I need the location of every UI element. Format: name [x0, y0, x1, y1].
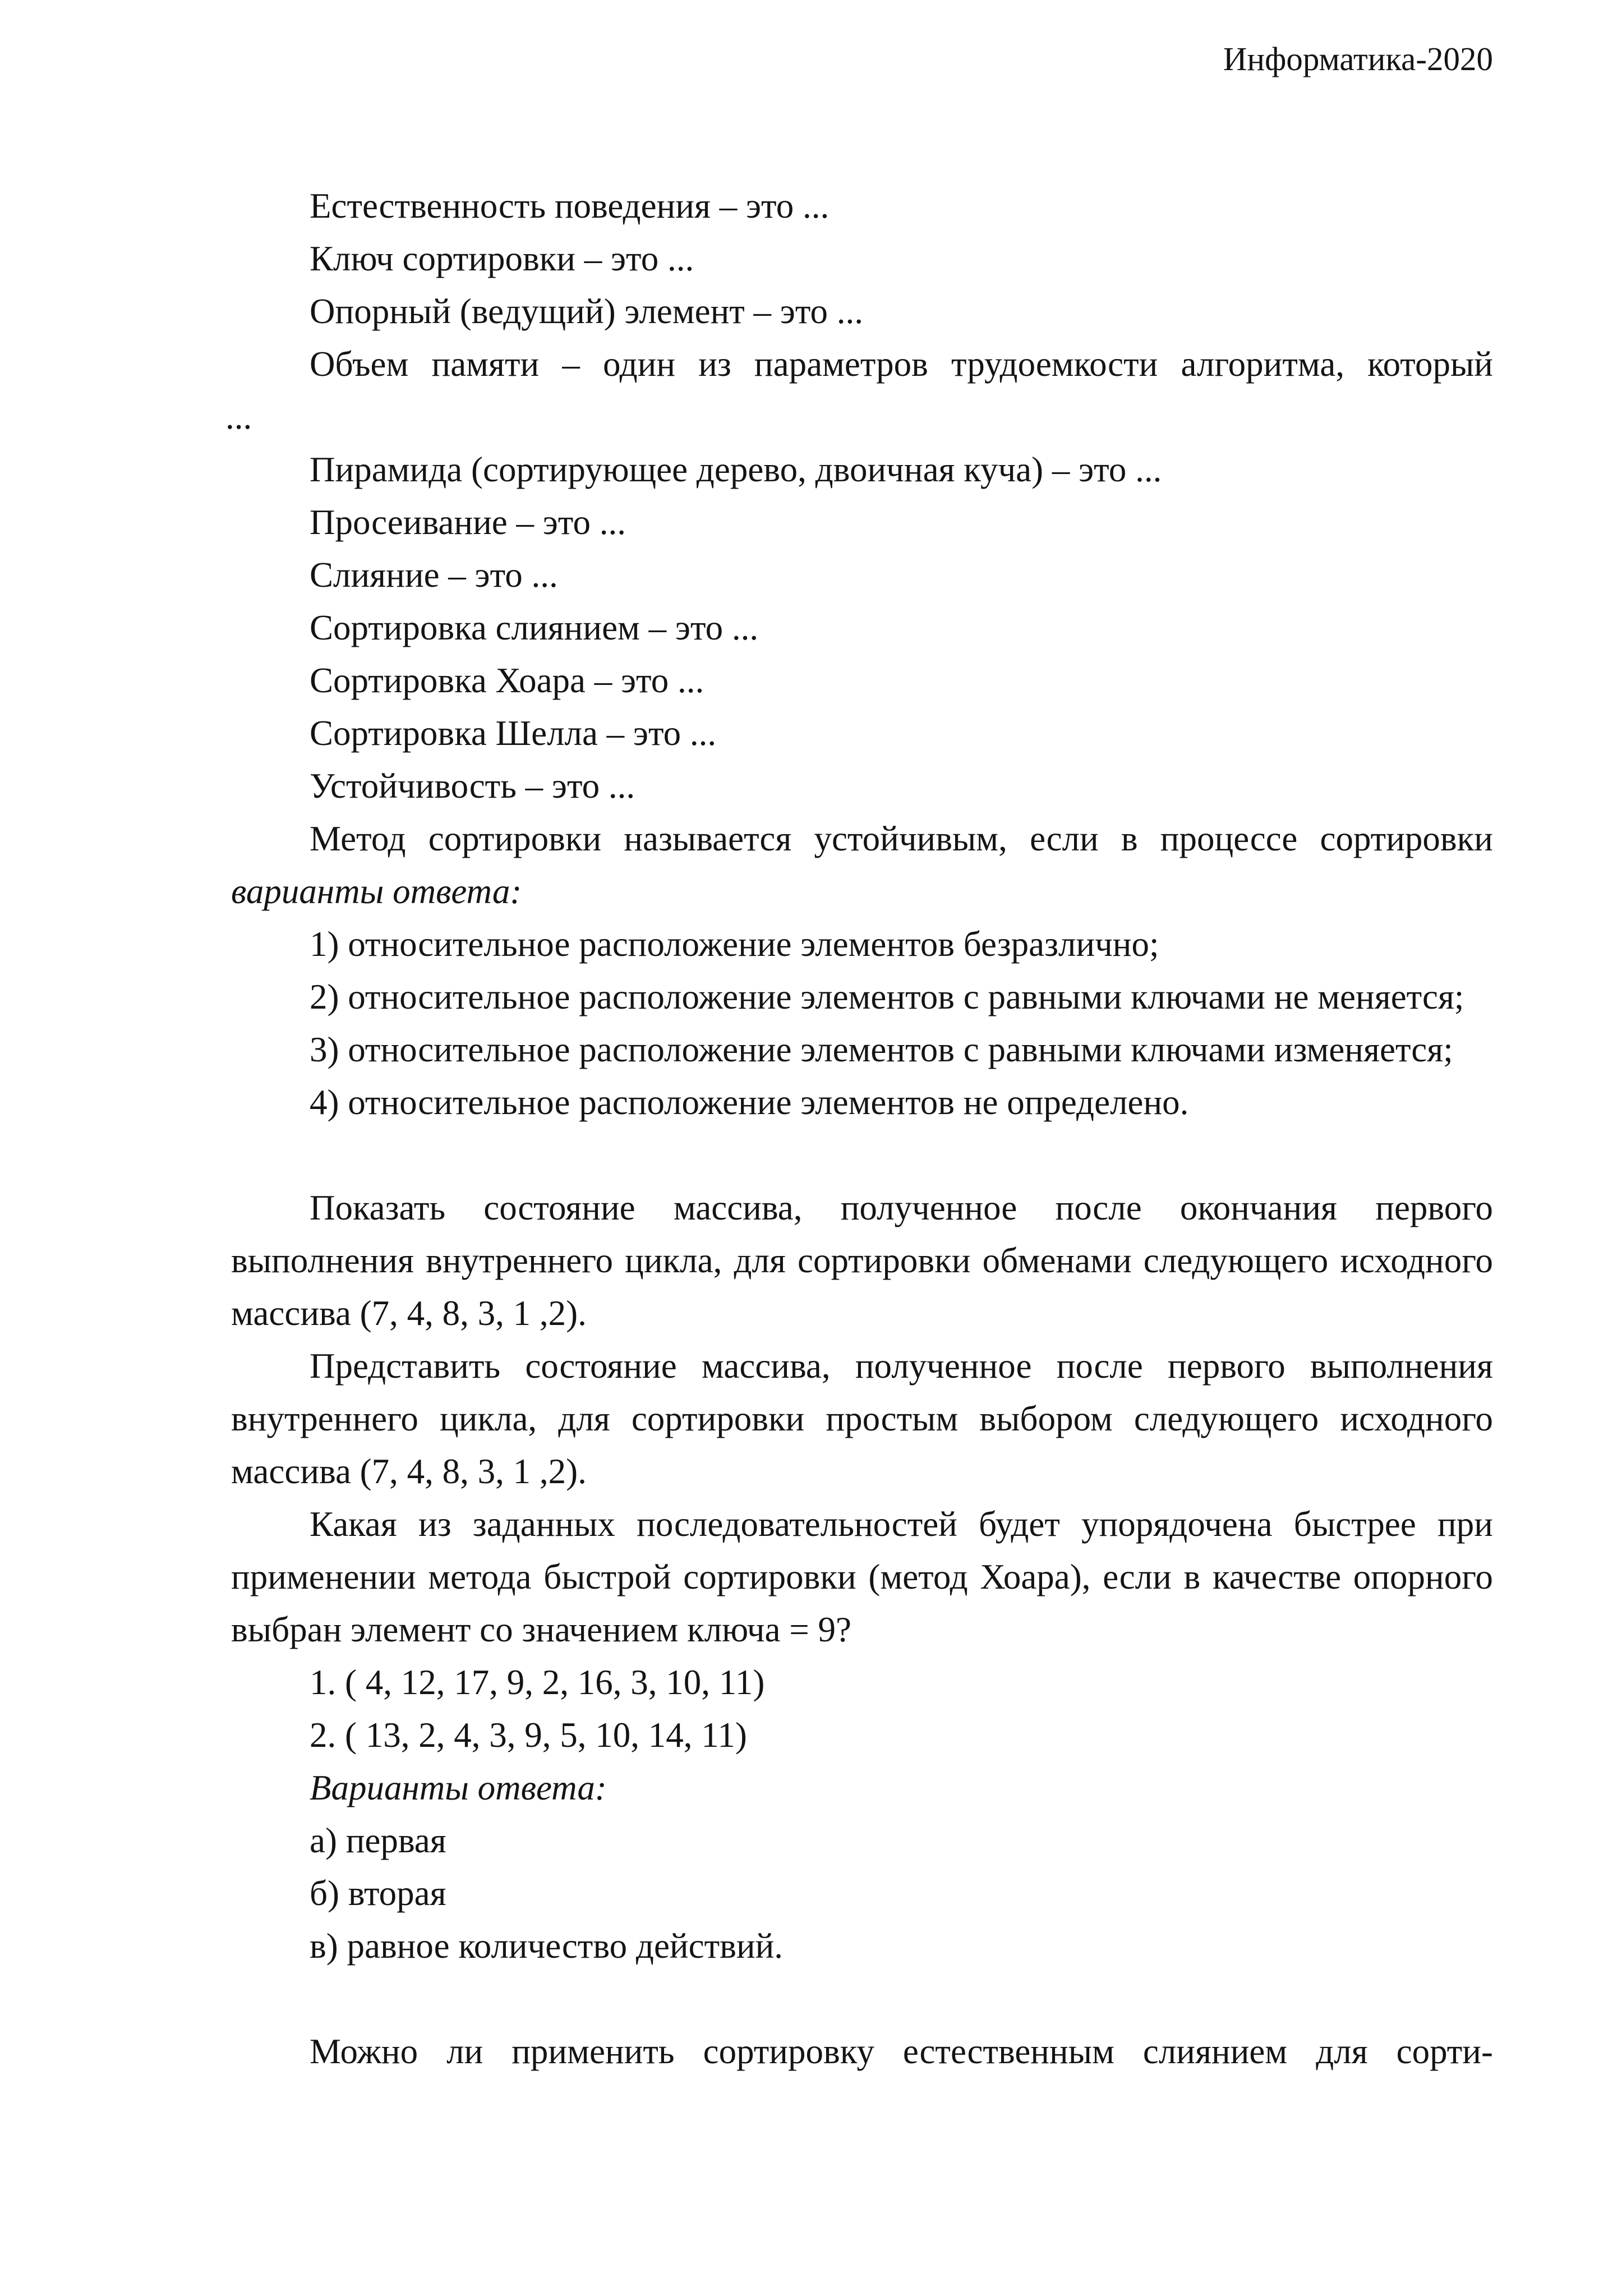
stability-answer-3: 3) относительное расположение элементов с равными ключами изменяется; [310, 1030, 1453, 1069]
stability-answer-2: 2) относительное расположение элементов с равными ключами не меняется; [310, 977, 1464, 1016]
term-hoare-sort: Сортировка Хоара – это ... [310, 661, 704, 700]
selection-sort-question: Представить состояние массива, полученное после первого выполнения внутреннего цикла, для сортировки простым выбором следующего исходного массива (7, 4, 8, 3, 1 ,2). [231, 1346, 1493, 1491]
stability-answers-label: варианты ответа: [231, 872, 522, 911]
term-merge-sort: Сортировка слиянием – это ... [310, 608, 759, 647]
sequence-1: 1. ( 4, 12, 17, 9, 2, 16, 3, 10, 11) [310, 1663, 765, 1702]
natural-merge-question: Можно ли применить сортировку естественным слиянием для сорти- [310, 2032, 1493, 2071]
stability-answer-1: 1) относительное расположение элементов безразлично; [310, 924, 1159, 964]
stability-question: Метод сортировки называется устойчивым, если в процессе сортировки [310, 819, 1493, 858]
term-merging: Слияние – это ... [310, 555, 558, 595]
section-gap [231, 1129, 1493, 1181]
quick-answer-a: а) первая [310, 1821, 446, 1860]
quick-answers-label: Варианты ответа: [310, 1768, 607, 1807]
quick-answer-b: б) вторая [310, 1874, 446, 1913]
section-gap [231, 1972, 1493, 2025]
term-natural-behavior: Естественность поведения – это ... [310, 186, 830, 226]
sequence-2: 2. ( 13, 2, 4, 3, 9, 5, 10, 14, 11) [310, 1715, 747, 1755]
stability-answer-4: 4) относительное расположение элементов не определено. [310, 1083, 1189, 1122]
term-sifting: Просеивание – это ... [310, 503, 626, 542]
quick-answer-c: в) равное количество действий. [310, 1926, 784, 1966]
document-body [225, 180, 1493, 2078]
quick-sort-question: Какая из заданных последовательностей будет упорядочена быстрее при применении метода быстрой сортировки (метод Хоара), если в качестве опорного выбран элемент со значением ключа = 9? [231, 1504, 1493, 1649]
term-stability: Устойчивость – это ... [310, 766, 635, 806]
term-memory-volume: Объем памяти – один из параметров трудоемкости алгоритма, который [310, 344, 1493, 384]
term-shell-sort: Сортировка Шелла – это ... [310, 714, 717, 753]
term-pyramid: Пирамида (сортирующее дерево, двоичная куча) – это ... [310, 450, 1162, 489]
running-header: Информатика-2020 [1223, 40, 1493, 77]
exchange-sort-question: Показать состояние массива, полученное после окончания первого выполнения внутреннего цикла, для сортировки обменами следующего исходного массива (7, 4, 8, 3, 1 ,2). [231, 1188, 1493, 1333]
term-pivot-element: Опорный (ведущий) элемент – это ... [310, 292, 864, 331]
term-memory-volume-continuation: ... [225, 397, 252, 436]
term-sort-key: Ключ сортировки – это ... [310, 239, 694, 278]
